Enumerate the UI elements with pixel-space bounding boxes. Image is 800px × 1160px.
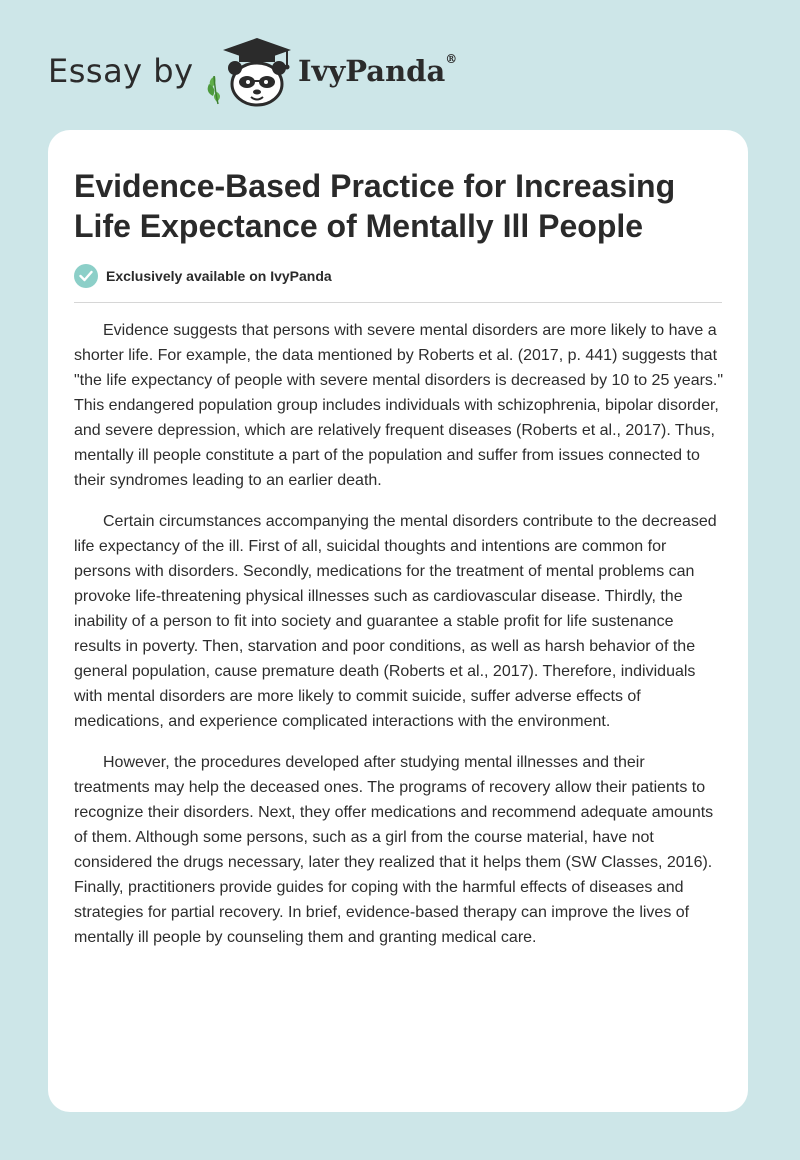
article-card: [48, 130, 748, 1112]
exclusive-badge-text: Exclusively available on IvyPanda: [106, 268, 332, 284]
essay-body: [74, 318, 724, 966]
paragraph: Certain circumstances accompanying the mental disorders contribute to the decreased life expectancy of the ill. First of all, suicidal thoughts and intentions are common for persons with disorders. Secondly, medications for the treatment of mental problems can provoke life-threatening physical illnesses such as cardiovascular disease. Thirdly, the inability of a person to fit into society and guarantee a stable profit for life sustenance results in poverty. Then, starvation and poor conditions, as well as harsh behavior of the general population, cause premature death (Roberts et al., 2017). Therefore, individuals with mental disorders are more likely to commit suicide, suffer adverse effects of medications, and experience complicated interactions with the environment.: [74, 513, 717, 730]
registered-mark: ®: [445, 52, 458, 66]
paragraph: Evidence suggests that persons with severe mental disorders are more likely to have a shorter life. For example, the data mentioned by Roberts et al. (2017, p. 441) suggests that "the life expectancy of people with severe mental disorders is decreased by 10 to 25 years." This endangered population group includes individuals with schizophrenia, bipolar disorder, and severe depression, which are relatively frequent diseases (Roberts et al., 2017). Thus, mentally ill people constitute a part of the population and suffer from issues connected to their syndromes leading to an earlier death.: [74, 322, 724, 489]
page-title: Evidence-Based Practice for Increasing Life Expectance of Mentally Ill People: [74, 168, 676, 244]
essay-by-label: Essay by: [48, 52, 194, 90]
paragraph: However, the procedures developed after studying mental illnesses and their treatments may help the deceased ones. The programs of recovery allow their patients to recognize their disorders. Next, they offer medications and recommend adequate amounts of them. Although some persons, such as a girl from the course material, have not considered the drugs necessary, later they realized that it helps them (SW Classes, 2016). Finally, practitioners provide guides for coping with the harmful effects of diseases and strategies for partial recovery. In brief, evidence-based therapy can improve the lives of mentally ill people by counseling them and granting medical care.: [74, 754, 714, 946]
panda-graduate-icon[interactable]: [203, 36, 293, 108]
brand-name[interactable]: IvyPanda®: [298, 52, 458, 88]
check-circle-icon: [74, 264, 98, 288]
divider: [74, 302, 722, 303]
exclusive-badge: [74, 263, 332, 289]
site-header: [48, 34, 548, 110]
